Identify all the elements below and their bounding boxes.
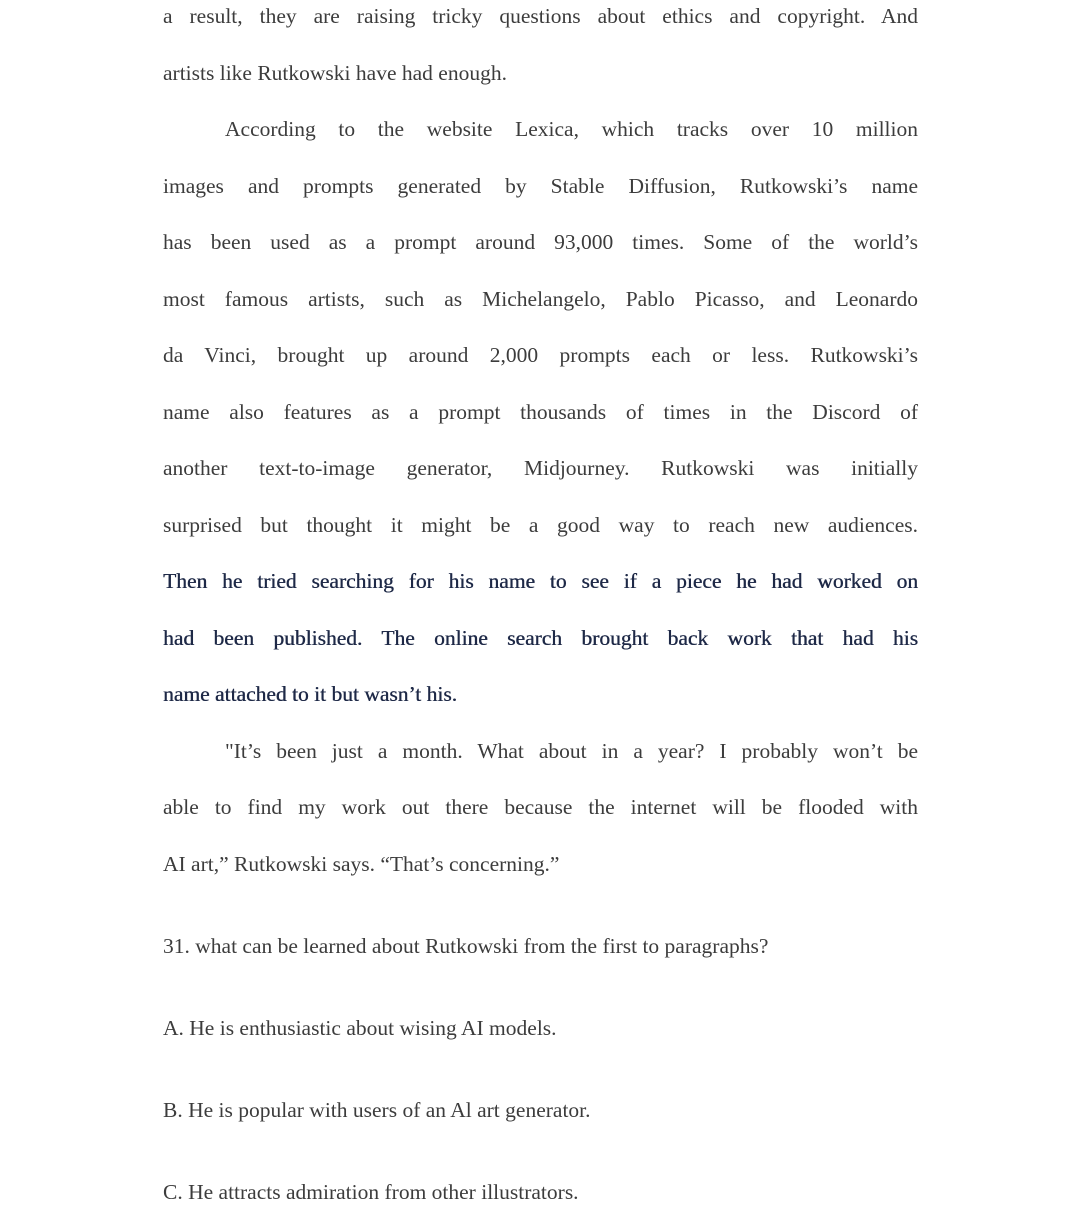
option-b: B. He is popular with users of an Al art generator.	[163, 1098, 591, 1122]
text-line: surprised but thought it might be a good way to reach new audiences.	[163, 512, 918, 537]
text-line: "It’s been just a month. What about in a year? I probably won’t be	[225, 738, 918, 763]
text-line-emphasis: had been published. The online search brought back work that had his	[163, 625, 918, 650]
text-line: a result, they are raising tricky questions about ethics and copyright. And	[163, 4, 918, 28]
option-c: C. He attracts admiration from other illustrators.	[163, 1180, 579, 1204]
text-line: has been used as a prompt around 93,000 times. Some of the world’s	[163, 230, 918, 254]
text-line: name also features as a prompt thousands of times in the Discord of	[163, 399, 918, 424]
text-line: able to find my work out there because the internet will be flooded with	[163, 795, 918, 819]
text-line: According to the website Lexica, which tracks over 10 million	[225, 117, 918, 141]
question-section	[163, 905, 918, 1217]
text-line-emphasis: name attached to it but wasn’t his.	[163, 682, 457, 706]
article-body	[163, 0, 918, 892]
text-line: images and prompts generated by Stable Diffusion, Rutkowski’s name	[163, 173, 918, 198]
question-31: 31. what can be learned about Rutkowski from the first to paragraphs?	[163, 934, 769, 958]
text-line: most famous artists, such as Michelangelo, Pablo Picasso, and Leonardo	[163, 286, 918, 311]
option-a: A. He is enthusiastic about wising AI models.	[163, 1016, 557, 1040]
text-line: another text-to-image generator, Midjourney. Rutkowski was initially	[163, 456, 918, 480]
text-line: artists like Rutkowski have had enough.	[163, 60, 507, 85]
text-line-emphasis: Then he tried searching for his name to see if a piece he had worked on	[163, 569, 918, 593]
text-line: da Vinci, brought up around 2,000 prompts each or less. Rutkowski’s	[163, 343, 918, 367]
text-line: AI art,” Rutkowski says. “That’s concerning.”	[163, 851, 560, 876]
